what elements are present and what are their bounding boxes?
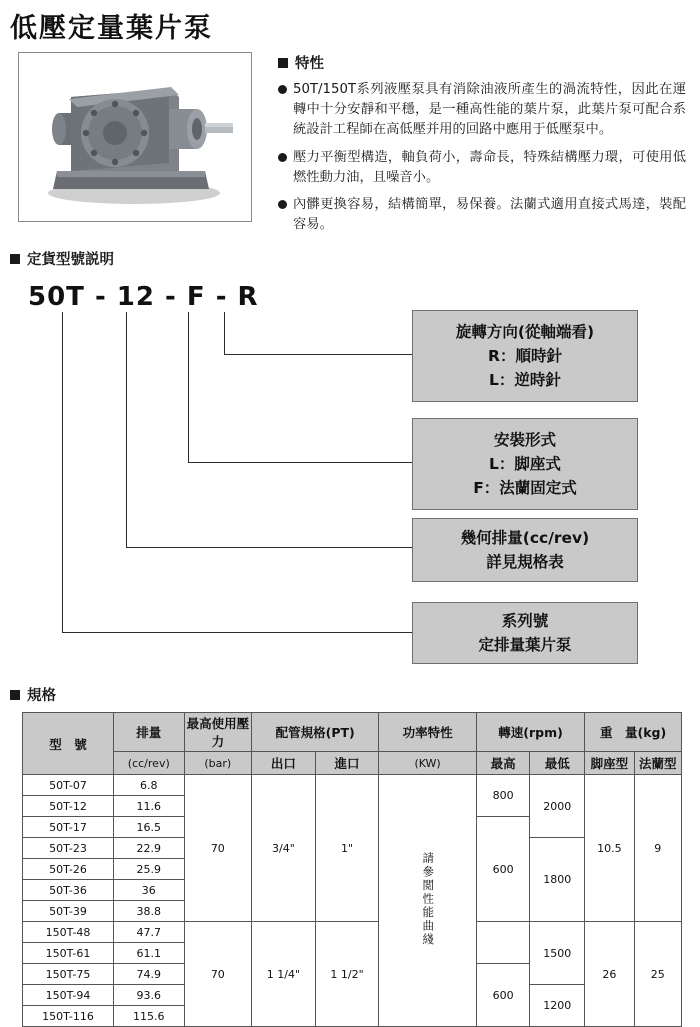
- cell-displacement: 36: [114, 880, 184, 901]
- cell-power-note-text: 請參閲性能曲綫: [421, 851, 436, 947]
- header-model: 型 號: [23, 713, 114, 775]
- cell-piping-inlet-150t: 1 1/2": [315, 922, 379, 1027]
- cell-speed-min-1800: 1800: [530, 838, 585, 922]
- cell-model: 50T-39: [23, 901, 114, 922]
- cell-model: 50T-12: [23, 796, 114, 817]
- cell-speed-max-800: 800: [476, 775, 530, 817]
- header-displacement-unit: (cc/rev): [114, 752, 184, 775]
- cell-model: 150T-75: [23, 964, 114, 985]
- table-row: [23, 922, 682, 943]
- vane-pump-photo: [18, 52, 252, 222]
- cell-max-pressure-150t: 70: [184, 922, 252, 1027]
- cell-model: 50T-23: [23, 838, 114, 859]
- cell-piping-inlet-50t: 1": [315, 775, 379, 922]
- callout-series-number: [412, 602, 638, 664]
- connector-line: [224, 354, 412, 355]
- spec-heading: [10, 684, 56, 705]
- header-piping-outlet: 出口: [252, 752, 316, 775]
- cell-weight-flange-150t: 25: [634, 922, 681, 1027]
- connector-line: [62, 632, 412, 633]
- feature-item: [278, 195, 686, 235]
- cell-speed-max-blank: [476, 922, 530, 964]
- page-title: 低壓定量葉片泵: [10, 13, 213, 44]
- feature-text: 50T/150T系列液壓泵具有消除油液所產生的渦流特性，因此在運轉中十分安靜和平穩，是一種高性能的葉片泵，此葉片泵可配合系統設計工程師在高低壓并用的回路中應用于低壓泵中。: [293, 82, 686, 138]
- header-weight-flange: 法蘭型: [634, 752, 681, 775]
- features-section: [278, 52, 686, 235]
- cell-speed-min-1200: 1200: [530, 985, 585, 1027]
- connector-line: [126, 547, 412, 548]
- cell-displacement: 93.6: [114, 985, 184, 1006]
- cell-speed-max-600b: 600: [476, 964, 530, 1027]
- cell-speed-max-600a: 600: [476, 817, 530, 922]
- callout-line: L：脚座式: [489, 454, 561, 473]
- features-heading-label: 特性: [295, 56, 324, 72]
- cell-weight-base-50t: 10.5: [585, 775, 634, 922]
- cell-speed-min-1500: 1500: [530, 922, 585, 985]
- feature-text: 內髒更換容易，結構簡單，易保養。法蘭式適用直接式馬達，裝配容易。: [293, 197, 686, 233]
- table-header-row: [23, 713, 682, 752]
- cell-displacement: 115.6: [114, 1006, 184, 1027]
- callout-line: 旋轉方向(從軸端看): [455, 322, 595, 341]
- cell-model: 50T-26: [23, 859, 114, 880]
- cell-displacement: 22.9: [114, 838, 184, 859]
- square-bullet-icon: [278, 58, 288, 68]
- cell-displacement: 61.1: [114, 943, 184, 964]
- cell-displacement: 16.5: [114, 817, 184, 838]
- cell-displacement: 47.7: [114, 922, 184, 943]
- feature-item: [278, 80, 686, 141]
- callout-line: R：順時針: [488, 346, 562, 365]
- callout-line: 系列號: [501, 611, 549, 630]
- callout-mounting-type: [412, 418, 638, 510]
- callout-line: 定排量葉片泵: [478, 636, 572, 654]
- cell-model: 50T-36: [23, 880, 114, 901]
- spec-heading-label: 規格: [27, 688, 56, 704]
- specification-table: [22, 712, 682, 1027]
- model-code-heading: [10, 248, 114, 269]
- features-heading: [278, 52, 686, 73]
- model-code-string: 50T - 12 - F - R: [28, 282, 259, 312]
- table-row: [23, 775, 682, 796]
- cell-weight-base-150t: 26: [585, 922, 634, 1027]
- header-power: 功率特性: [379, 713, 477, 752]
- cell-model: 50T-17: [23, 817, 114, 838]
- header-speed-max: 最高: [476, 752, 530, 775]
- callout-line: 幾何排量(cc/rev): [460, 528, 590, 547]
- cell-speed-min-2000: 2000: [530, 775, 585, 838]
- header-speed: 轉速(rpm): [476, 713, 584, 752]
- cell-max-pressure-50t: 70: [184, 775, 252, 922]
- model-code-heading-label: 定貨型號説明: [27, 252, 114, 268]
- callout-line: F：法蘭固定式: [473, 479, 577, 497]
- dot-bullet-icon: [278, 153, 287, 162]
- cell-displacement: 74.9: [114, 964, 184, 985]
- cell-model: 150T-48: [23, 922, 114, 943]
- callout-displacement: [412, 518, 638, 582]
- header-speed-min: 最低: [530, 752, 585, 775]
- cell-displacement: 6.8: [114, 775, 184, 796]
- callout-rotation-direction: [412, 310, 638, 402]
- cell-weight-flange-50t: 9: [634, 775, 681, 922]
- cell-displacement: 25.9: [114, 859, 184, 880]
- table-subheader-row: [23, 752, 682, 775]
- header-displacement: 排量: [114, 713, 184, 752]
- cell-piping-outlet-150t: 1 1/4": [252, 922, 316, 1027]
- header-weight: 重 量(kg): [585, 713, 682, 752]
- header-piping: 配管規格(PT): [252, 713, 379, 752]
- header-max-pressure: 最高使用壓力: [184, 713, 252, 752]
- connector-line: [62, 312, 63, 632]
- callout-line: L：逆時針: [489, 371, 561, 389]
- dot-bullet-icon: [278, 200, 287, 209]
- feature-item: [278, 148, 686, 188]
- cell-power-note: [379, 775, 477, 1027]
- cell-model: 50T-07: [23, 775, 114, 796]
- header-power-unit: (KW): [379, 752, 477, 775]
- cell-displacement: 11.6: [114, 796, 184, 817]
- callout-line: 安裝形式: [493, 430, 556, 449]
- cell-model: 150T-61: [23, 943, 114, 964]
- connector-line: [188, 462, 412, 463]
- connector-line: [126, 312, 127, 547]
- cell-model: 150T-116: [23, 1006, 114, 1027]
- callout-line: 詳見規格表: [486, 553, 564, 571]
- feature-text: 壓力平衡型構造，軸負荷小，壽命長，特殊結構壓力環，可使用低燃性動力油，且噪音小。: [293, 149, 686, 185]
- header-weight-base: 脚座型: [585, 752, 634, 775]
- cell-piping-outlet-50t: 3/4": [252, 775, 316, 922]
- connector-line: [188, 312, 189, 462]
- square-bullet-icon: [10, 690, 20, 700]
- pump-illustration: [19, 53, 249, 219]
- square-bullet-icon: [10, 254, 20, 264]
- connector-line: [224, 312, 225, 354]
- cell-displacement: 38.8: [114, 901, 184, 922]
- dot-bullet-icon: [278, 85, 287, 94]
- header-max-pressure-unit: (bar): [184, 752, 252, 775]
- header-piping-inlet: 進口: [315, 752, 379, 775]
- cell-model: 150T-94: [23, 985, 114, 1006]
